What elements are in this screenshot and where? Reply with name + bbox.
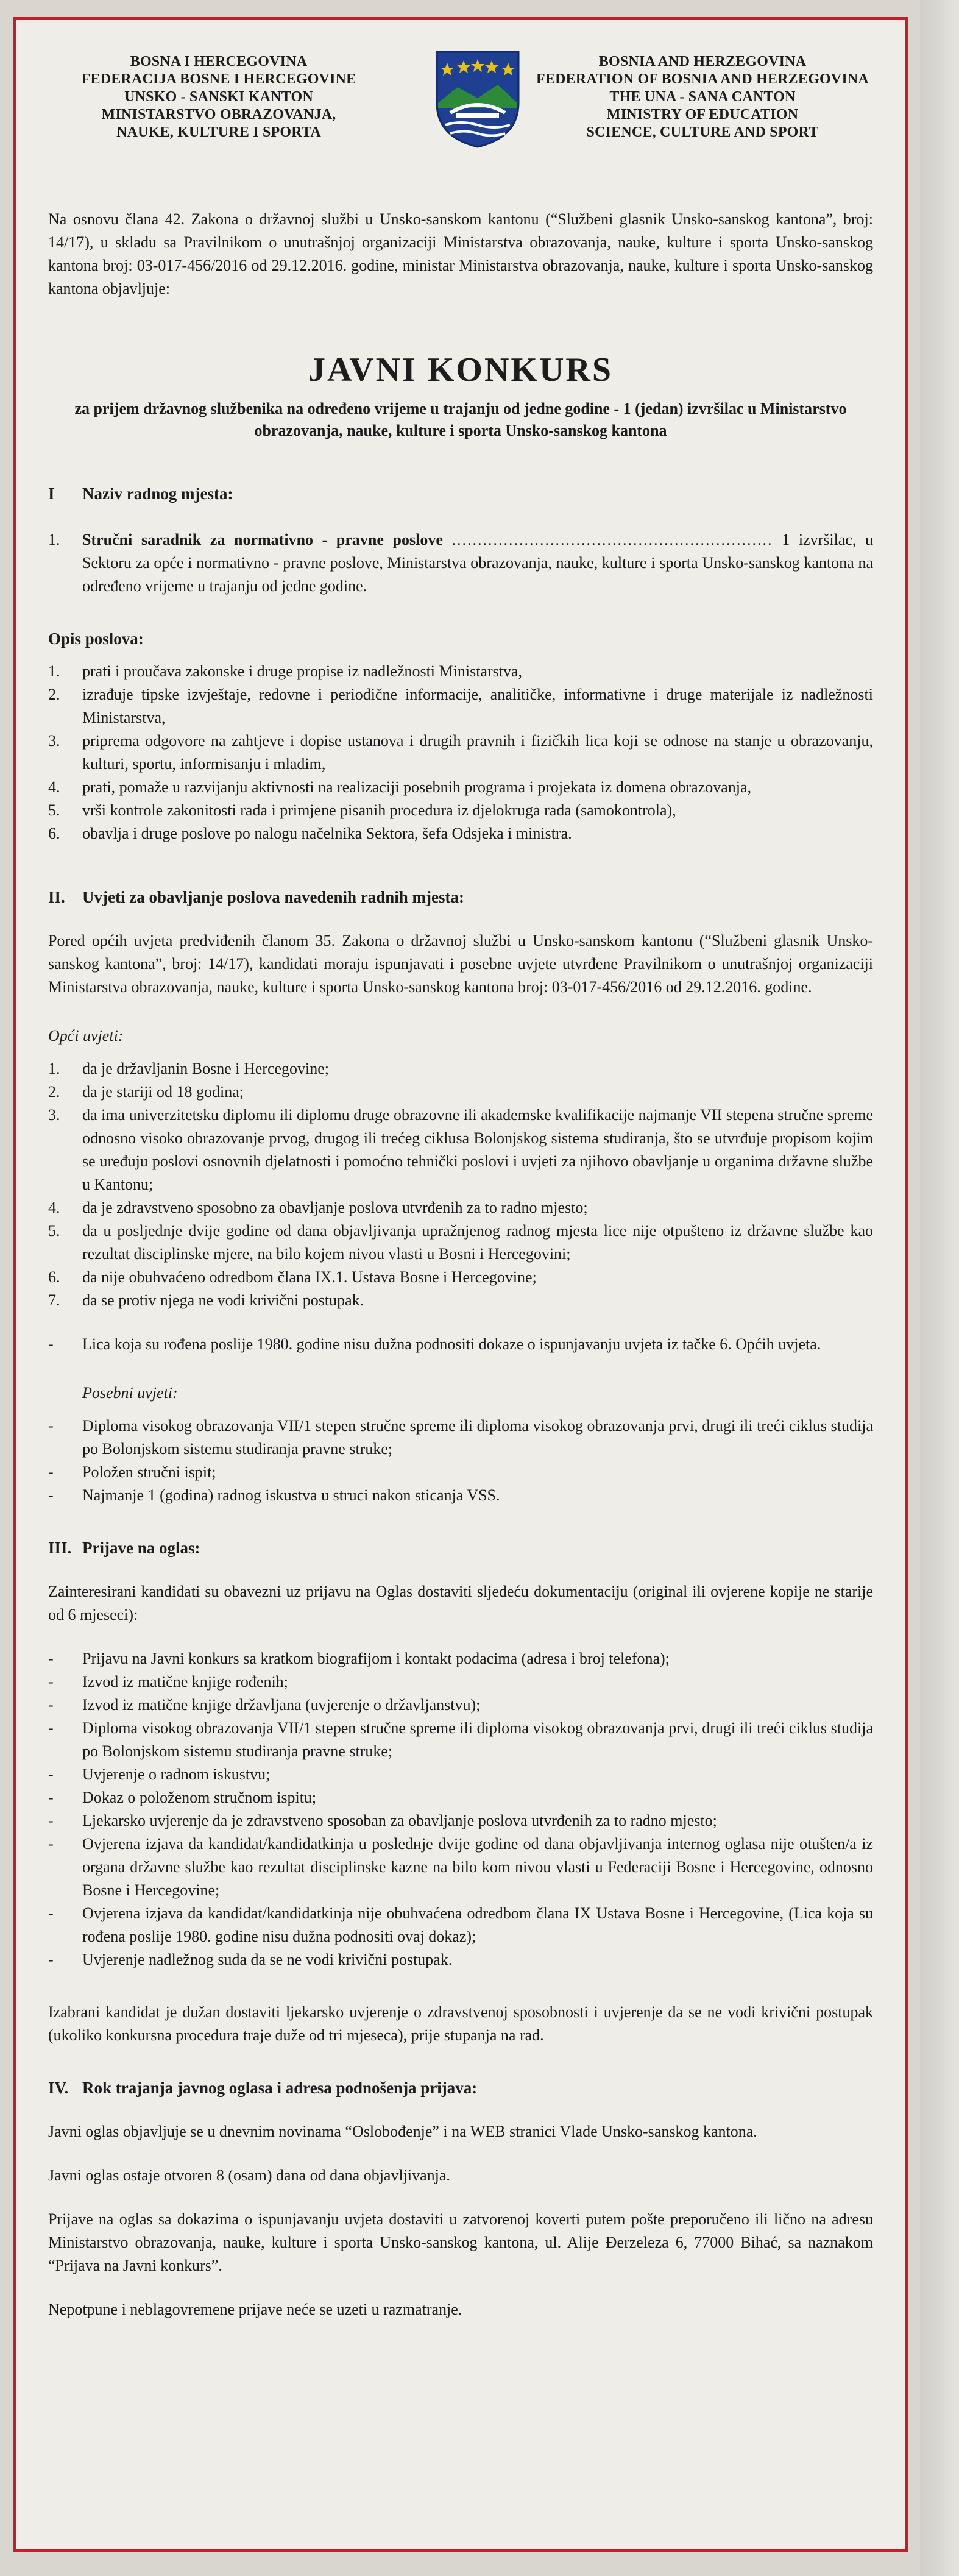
list-marker: 1. [48,662,60,680]
incomplete-applications-note: Nepotpune i neblagovremene prijave neće se uzeti u razmatranje. [48,2301,462,2318]
section-heading-2 [48,885,873,909]
section-title: Uvjeti za obavljanje poslova navedenih radnih mjesta: [82,888,464,906]
letterhead-line: NAUKE, KULTURE I SPORTA [116,124,321,140]
list-marker: - [48,1417,54,1435]
list-item [48,1833,873,1902]
section-number: II. [48,888,65,906]
list-item [48,1080,873,1104]
letterhead-line: FEDERATION OF BOSNIA AND HERZEGOVINA [536,71,869,87]
list-text: Ljekarsko uvjerenje da je zdravstveno sposoban za obavljanje poslova utvrđenih za to radno mjesto; [82,1812,717,1829]
list-marker: 3. [48,732,60,750]
list-text: Uvjerenje o radnom iskustvu; [82,1765,271,1783]
special-conditions-title: Posebni uvjeti: [82,1384,178,1402]
list-item [48,1104,873,1196]
list-item [48,1196,873,1219]
position-dots: .............................................................. [451,531,773,548]
coat-of-arms-icon [432,47,523,151]
list-text: Izvod iz matične knjige rođenih; [82,1673,288,1691]
list-marker: - [48,1719,54,1737]
letterhead-line: BOSNA I HERCEGOVINA [130,54,308,69]
section-title: Naziv radnog mjesta: [82,484,233,503]
list-item [48,1763,873,1786]
publication-note: Javni oglas objavljuje se u dnevnim novinama “Oslobođenje” i na WEB stranici Vlade Unsko-sanskog kantona. [48,2123,757,2140]
letterhead-line: MINISTARSTVO OBRAZOVANJA, [101,107,336,122]
position-name: Stručni saradnik za normativno - pravne poslove [82,531,443,548]
letterhead-line: BOSNIA AND HERZEGOVINA [598,54,807,69]
position-count: 1 izvršilac, [782,531,857,548]
list-text: prati i proučava zakonske i druge propise iz nadležnosti Ministarstva, [82,662,523,680]
notice-subtitle: za prijem državnog službenika na određeno vrijeme u trajanju od jedne godine - 1 (jedan) izvršilac u Ministarstvo obrazovanja, nauke, kulture i sporta Unsko-sanskog kantona [74,400,847,439]
list-item [48,799,873,822]
list-item [48,1484,873,1507]
letterhead-line: THE UNA - SANA CANTON [609,89,796,105]
section-title: Rok trajanja javnog oglasa i adresa podnošenja prijava: [82,2079,478,2097]
special-conditions-list [48,1414,873,1507]
list-marker: - [48,1650,54,1667]
list-text: da se protiv njega ne vodi krivični postupak. [82,1291,364,1309]
documents-intro: Zainteresirani kandidati su obavezni uz prijavu na Oglas dostaviti sljedeću dokumentaciju (original ili ovjerene kopije ne starije od 6 mjeseci): [48,1583,873,1623]
list-item [48,1670,873,1694]
list-item [48,1414,873,1461]
list-marker: - [48,1789,54,1806]
list-text: Ovjerena izjava da kandidat/kandidatkinja nije obuhvaćena odredbom člana IX Ustava Bosne i Hercegovine, (Lica koja su rođena poslije 1980. godine nisu dužna podnositi ovaj dokaz); [82,1904,873,1945]
position-entry [48,528,873,598]
conditions-intro: Pored općih uvjeta predviđenih članom 35. Zakona o državnoj službi u Unsko-sanskom kantonu (“Službeni glasnik Unsko-sanskog kantona”, broj: 14/17), kandidati moraju ispunjavati i posebne uvjete utvrđene Pravilnikom o unutrašnjoj organizaciji Ministarstva obrazovanja, nauke, kulture i sporta Unsko-sanskog kantona broj: 03-017-456/2016 od 29.12.2016. godine. [48,932,873,996]
list-item [48,1266,873,1289]
list-text: obavlja i druge poslove po nalogu načelnika Sektora, šefa Odsjeka i ministra. [82,825,572,842]
section-heading-3 [48,1536,873,1559]
list-text: prati, pomaže u razvijanju aktivnosti na realizaciji posebnih programa i projekata iz domena obrazovanja, [82,778,752,796]
open-period-note: Javni oglas ostaje otvoren 8 (osam) dana od dana objavljivanja. [48,2166,450,2184]
letterhead-line: FEDERACIJA BOSNE I HERCEGOVINE [81,71,356,87]
list-marker: - [48,1486,54,1504]
letterhead-line: SCIENCE, CULTURE AND SPORT [586,124,819,140]
list-text: da nije obuhvaćeno odredbom člana IX.1. Ustava Bosne i Hercegovine; [82,1268,537,1286]
list-marker: - [48,1835,54,1853]
section-heading-4 [48,2076,873,2099]
list-marker: 4. [48,778,60,796]
list-text: da je zdravstveno sposobno za obavljanje poslova utvrđenih za to radno mjesto; [82,1199,588,1216]
submission-address: Prijave na oglas sa dokazima o ispunjavanju uvjeta dostaviti u zatvorenoj koverti putem pošte preporučeno ili lično na adresu Ministarstvo obrazovanja, nauke, kulture i sporta Unsko-sanskog kantona, ul. Alije Đerzeleza 6, 77000 Bihać, sa naznakom “Prijava na Javni konkurs”. [48,2210,873,2274]
list-item [48,683,873,729]
list-text: Diploma visokog obrazovanja VII/1 stepen stručne spreme ili diploma visokog obrazovanja prvi, drugi ili treći ciklus studija po Bolonjskom sistemu studiranja pravne struke; [82,1417,873,1458]
section-number: I [48,484,55,503]
list-item [48,729,873,776]
list-item [48,1809,873,1833]
list-marker: - [48,1463,54,1481]
general-conditions-title: Opći uvjeti: [48,1027,124,1045]
list-item [48,1219,873,1266]
letterhead-line: UNSKO - SANSKI KANTON [124,89,313,105]
list-item [48,1786,873,1809]
letterhead-left [48,53,389,141]
section-number: III. [48,1539,72,1557]
list-item [48,1057,873,1080]
list-marker: - [48,1812,54,1829]
list-marker: 1. [48,1060,60,1077]
list-item [48,1902,873,1948]
letterhead [48,41,873,169]
list-marker: 7. [48,1291,60,1309]
list-marker: 6. [48,1268,60,1286]
list-marker: - [48,1673,54,1691]
list-marker: - [48,1765,54,1783]
list-marker: 4. [48,1199,60,1216]
list-marker: - [48,1951,54,1968]
documents-list [48,1647,873,1971]
list-marker: 3. [48,1106,60,1124]
position-description: u Sektoru za opće i normativno - pravne poslove, Ministarstva obrazovanja, nauke, kulture i sporta Unsko-sanskog kantona na određeno vrijeme u trajanju od jedne godine. [82,531,874,595]
list-text: Prijavu na Javni konkurs sa kratkom biografijom i kontakt podacima (adresa i broj telefona); [82,1650,670,1667]
public-notice [13,17,908,2552]
list-marker: - [48,1696,54,1714]
list-item [48,1717,873,1763]
newspaper-background [920,0,959,2576]
list-item [48,660,873,683]
list-text: da je stariji od 18 godina; [82,1083,244,1101]
list-marker: 6. [48,825,60,842]
list-marker: 2. [48,686,60,703]
list-item [48,1948,873,1971]
intro-paragraph: Na osnovu člana 42. Zakona o državnoj službi u Unsko-sanskom kantonu (“Službeni glasnik Unsko-sanskog kantona”, broj: 14/17), u skladu sa Pravilnikom o unutrašnjoj organizaciji Ministarstva obrazovanja, nauke, kulture i sporta Unsko-sanskog kantona broj: 03-017-456/2016 od 29.12.2016. godine, ministar Ministarstva obrazovanja, nauke, kulture i sporta Unsko-sanskog kantona objavljuje: [48,210,873,297]
section-heading-1 [48,482,873,505]
list-item [48,1289,873,1312]
list-item [48,1694,873,1717]
list-item [48,776,873,799]
bullet: - [48,1335,54,1353]
list-text: izrađuje tipske izvještaje, redovne i periodične informacije, analitičke, informativne i druge materijale iz nadležnosti Ministarstva, [82,686,873,726]
list-item [48,822,873,845]
list-text: priprema odgovore na zahtjeve i dopise ustanova i drugih pravnih i fizičkih lica koji se odnose na stanje u obrazovanju, kulturi, sportu, informisanju i mladim, [82,732,873,773]
list-text: Dokaz o položenom stručnom ispitu; [82,1789,317,1806]
general-note [48,1333,873,1356]
list-text: da u posljednje dvije godine od dana objavljivanja upražnjenog radnog mjesta lice nije otpušteno iz državne službe kao rezultat disciplinske mjere, na bilo kojem nivou vlasti u Bosni i Hercegovini; [82,1222,873,1263]
list-item [48,1461,873,1484]
list-text: Diploma visokog obrazovanja VII/1 stepen stručne spreme ili diploma visokog obrazovanja prvi, drugi ili treći ciklus studija po Bolonjskom sistemu studiranja pravne struke; [82,1719,873,1760]
list-text: da je državljanin Bosne i Hercegovine; [82,1060,330,1077]
list-marker: 2. [48,1083,60,1101]
list-text: Izvod iz matične knjige državljana (uvjerenje o državljanstvu); [82,1696,481,1714]
list-marker: 5. [48,1222,60,1240]
list-text: Uvjerenje nadležnog suda da se ne vodi krivični postupak. [82,1951,453,1968]
letterhead-line: MINISTRY OF EDUCATION [606,107,799,122]
list-item [48,1333,873,1356]
list-text: vrši kontrole zakonitosti rada i primjene pisanih procedura iz djelokruga rada (samokontrola), [82,801,676,819]
note-text: Lica koja su rođena poslije 1980. godine nisu dužna podnositi dokaze o ispunjavanju uvjeta iz tačke 6. Općih uvjeta. [82,1335,821,1353]
section-number: IV. [48,2079,69,2097]
duties-list [48,660,873,845]
list-marker: 5. [48,801,60,819]
list-marker: - [48,1904,54,1922]
section-title: Prijave na oglas: [82,1539,200,1557]
list-text: da ima univerzitetsku diplomu ili diplomu druge obrazovne ili akademske kvalifikacije najmanje VII stepena stručne spreme odnosno visoko obrazovanje prvog, drugog ili trećeg ciklusa Bolonjskog sistema studiranja, što se utvrđuje propisom kojim se uređuju poslovi osnovnih djelatnosti i pomoćno tehnički poslovi i uvjeti za njihovo obavljanje u organima državne službe u Kantonu; [82,1106,873,1193]
general-conditions-list [48,1057,873,1312]
notice-title: JAVNI KONKURS [308,351,614,389]
list-text: Ovjerena izjava da kandidat/kandidatkinja u posledнje dvije godine od dana objavljivanja internog oglasa nije otušten/a iz organa državne službe kao rezultat disciplinske kazne na bilo kom nivou vlasti u Federaciji Bosne i Hercegovine, odnosno Bosne i Hercegovine; [82,1835,873,1899]
selected-candidate-note: Izabrani kandidat je dužan dostaviti ljekarsko uvjerenje o zdravstvenoj sposobnosti i uvjerenje da se ne vodi krivični postupak (ukoliko konkursna procedura traje duže od tri mjeseca), prije stupanja na rad. [48,2003,873,2044]
list-text: Položen stručni ispit; [82,1463,216,1481]
list-text: Najmanje 1 (godina) radnog iskustva u struci nakon sticanja VSS. [82,1486,500,1504]
position-number: 1. [48,531,60,548]
letterhead-right [532,53,873,141]
list-item [48,1647,873,1670]
duties-title: Opis poslova: [48,630,144,648]
